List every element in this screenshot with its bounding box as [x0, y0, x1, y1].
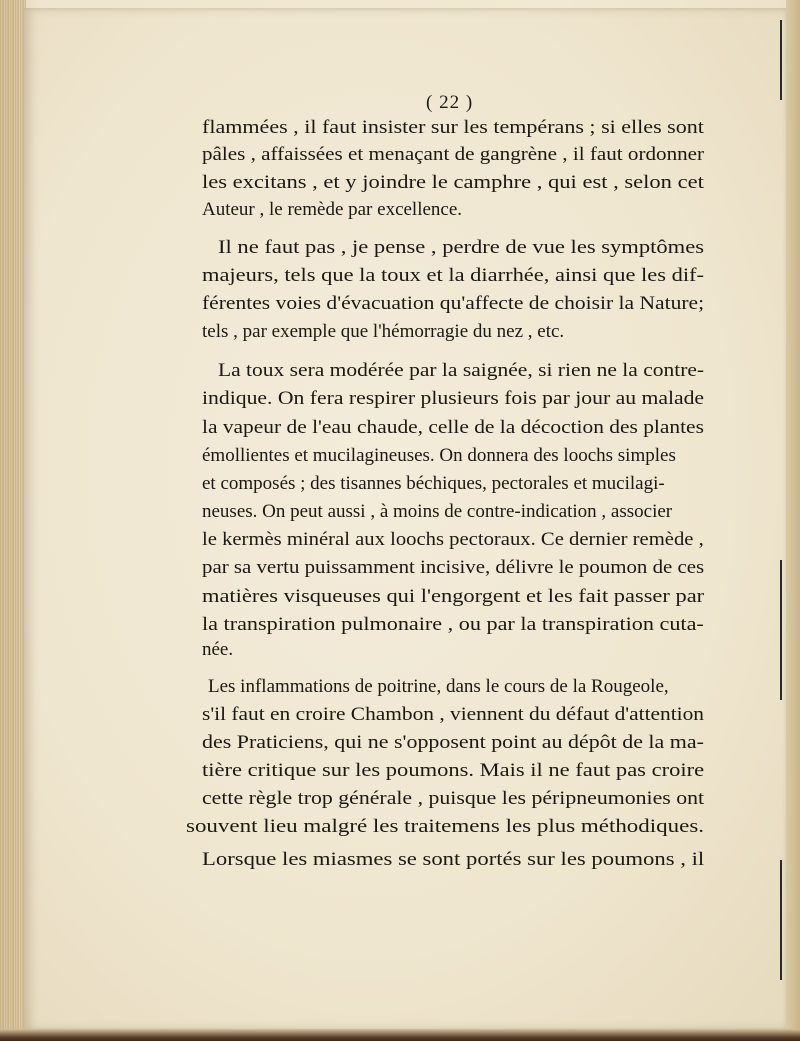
text-line-1: flammées , il faut insister sur les tempérans ; si elles sont [202, 117, 704, 138]
text-line-20: Les inflammations de poitrine, dans le cours de la Rougeole, [208, 676, 669, 697]
text-line-10: indique. On fera respirer plusieurs fois par jour au malade [202, 388, 705, 409]
right-page-gutter [786, 0, 800, 1041]
text-line-12: émollientes et mucilagineuses. On donnera des loochs simples [202, 445, 676, 466]
text-line-23: tière critique sur les poumons. Mais il ne faut pas croire [202, 760, 705, 781]
text-line-18: la transpiration pulmonaire , ou par la transpiration cuta- [202, 614, 704, 635]
margin-rule [780, 560, 782, 700]
text-line-21: s'il faut en croire Chambon , viennent du défaut d'attention [202, 704, 705, 725]
page-number: ( 22 ) [426, 92, 474, 113]
text-line-19: née. [202, 639, 234, 660]
margin-rule [780, 20, 782, 100]
text-line-26: Lorsque les miasmes se sont portés sur les poumons , il [202, 849, 705, 870]
text-line-3: les excitans , et y joindre le camphre , qui est , selon cet [202, 172, 704, 193]
text-line-13: et composés ; des tisannes béchiques, pectorales et mucilagi- [202, 473, 665, 494]
text-line-14: neuses. On peut aussi , à moins de contre-indication , associer [202, 501, 673, 522]
text-line-9: La toux sera modérée par la saignée, si rien ne la contre- [218, 360, 705, 381]
text-line-22: des Praticiens, qui ne s'opposent point au dépôt de la ma- [202, 732, 704, 753]
text-line-16: par sa vertu puissamment incisive, délivre le poumon de ces [202, 557, 705, 578]
text-line-24: cette règle trop générale , puisque les péripneumonies ont [202, 788, 705, 809]
margin-rule [780, 860, 782, 980]
text-line-8: tels , par exemple que l'hémorragie du nez , etc. [202, 321, 565, 342]
text-line-6: majeurs, tels que la toux et la diarrhée, ainsi que les dif- [202, 265, 705, 286]
text-line-4: Auteur , le remède par excellence. [202, 199, 463, 220]
book-spine-edge [0, 0, 26, 1041]
text-line-5: Il ne faut pas , je pense , perdre de vue les symptômes [218, 237, 705, 258]
text-line-2: pâles , affaissées et menaçant de gangrène , il faut ordonner [202, 144, 705, 165]
text-line-15: le kermès minéral aux loochs pectoraux. Ce dernier remède , [202, 529, 704, 550]
text-line-25: souvent lieu malgré les traitemens les plus méthodiques. [186, 816, 705, 837]
page-bottom-edge [0, 1029, 800, 1041]
text-line-7: férentes voies d'évacuation qu'affecte de choisir la Nature; [202, 293, 705, 314]
text-line-17: matières visqueuses qui l'engorgent et les fait passer par [202, 586, 705, 607]
text-line-11: la vapeur de l'eau chaude, celle de la décoction des plantes [202, 417, 704, 438]
